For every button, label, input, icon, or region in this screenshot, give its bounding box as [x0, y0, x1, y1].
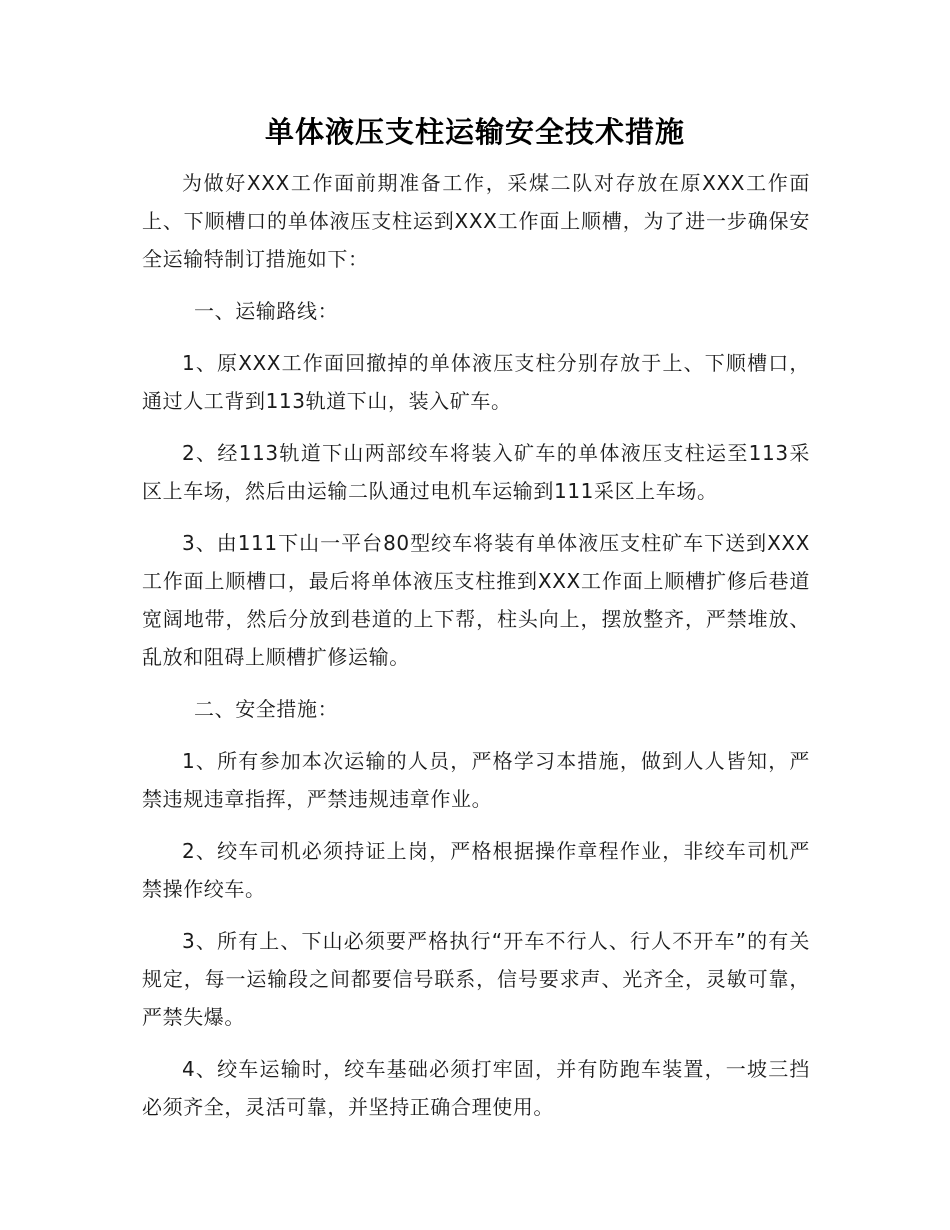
- document-title: 单体液压支柱运输安全技术措施: [264, 115, 685, 149]
- route-item-2: 2、经113轨道下山两部绞车将装入矿车的单体液压支柱运至113采区上车场，然后由运输二队通过电机车运输到111采区上车场。: [142, 441, 810, 503]
- safety-item-4: 4、绞车运输时，绞车基础必须打牢固，并有防跑车装置，一坡三挡必须齐全，灵活可靠，并坚持正确合理使用。: [142, 1057, 810, 1119]
- safety-item-1: 1、所有参加本次运输的人员，严格学习本措施，做到人人皆知，严禁违规违章指挥，严禁违规违章作业。: [142, 749, 810, 811]
- route-item-3: 3、由111下山一平台80型绞车将装有单体液压支柱矿车下送到XXX工作面上顺槽口，最后将单体液压支柱推到XXX工作面上顺槽扩修后巷道宽阔地带，然后分放到巷道的上下帮，柱头向上，摆放整齐，严禁堆放、乱放和阻碍上顺槽扩修运输。: [142, 531, 810, 669]
- section-heading-safety: 二、安全措施：: [194, 697, 339, 721]
- route-item-1: 1、原XXX工作面回撤掉的单体液压支柱分别存放于上、下顺槽口，通过人工背到113轨道下山，装入矿车。: [142, 351, 810, 413]
- document-body: [142, 164, 810, 1140]
- intro-paragraph: 为做好XXX工作面前期准备工作，采煤二队对存放在原XXX工作面上、下顺槽口的单体液压支柱运到XXX工作面上顺槽，为了进一步确保安全运输特制订措施如下：: [142, 171, 810, 271]
- section-heading-route: 一、运输路线：: [194, 299, 339, 323]
- safety-item-3: 3、所有上、下山必须要严格执行“开车不行人、行人不开车”的有关规定，每一运输段之间都要信号联系，信号要求声、光齐全，灵敏可靠，严禁失爆。: [142, 929, 810, 1029]
- safety-item-2: 2、绞车司机必须持证上岗，严格根据操作章程作业，非绞车司机严禁操作绞车。: [142, 839, 810, 901]
